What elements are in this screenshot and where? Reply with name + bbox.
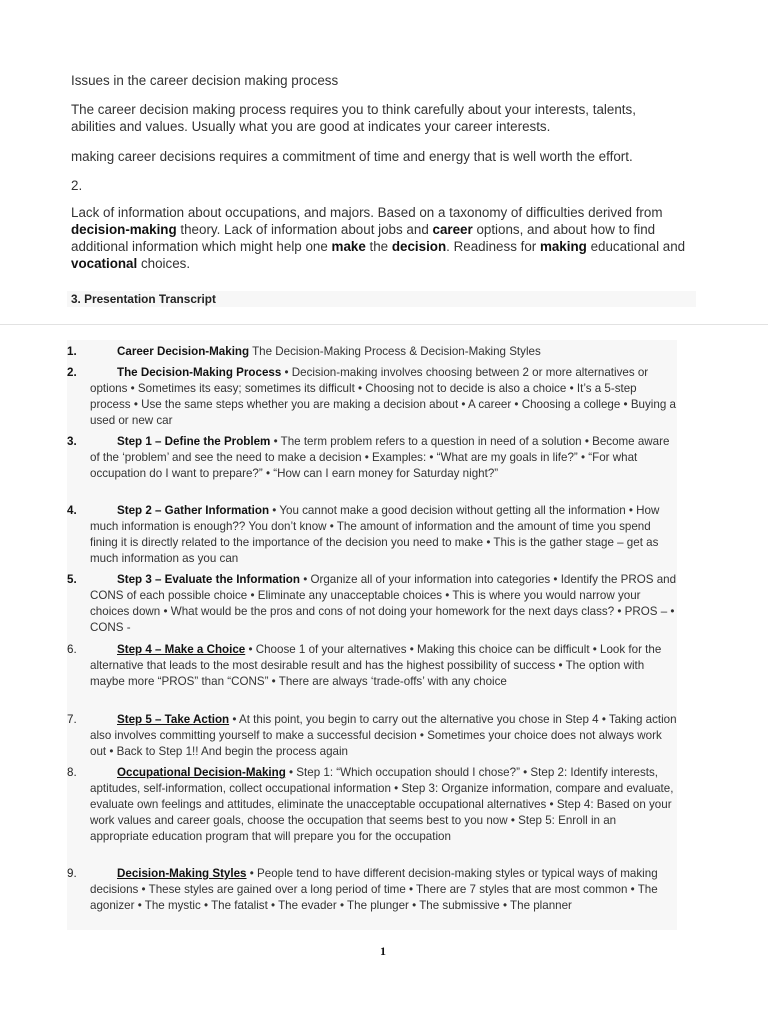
transcript-list xyxy=(67,340,677,930)
item-heading: Career Decision-Making xyxy=(117,345,250,358)
intro-paragraph-4 xyxy=(71,204,691,272)
p4-text: . Readiness for xyxy=(446,239,540,254)
item-body xyxy=(90,642,677,690)
section-heading: 3. Presentation Transcript xyxy=(67,291,696,307)
item-text: • Organize all of your information into categories • Identify the PROS and CONS of each possible choice • Eliminate any unacceptable choices • This is where you would narrow your choices down • What would be the pros and cons of not doing your homework for the next days class? • PROS – • CONS - xyxy=(90,573,677,634)
item-number: 9. xyxy=(67,867,77,880)
list-item xyxy=(67,642,677,690)
list-item xyxy=(67,712,677,760)
list-item xyxy=(67,866,677,914)
item-heading: Step 2 – Gather Information xyxy=(117,504,270,517)
p4-text: choices. xyxy=(137,256,191,271)
p4-text: educational and xyxy=(586,239,686,254)
item-text: • Choose 1 of your alternatives • Making this choice can be difficult • Look for the alternative that leads to the most desirable result and has the highest possibility of success • The option with maybe more “PROS” than “CONS” • There are always ‘trade-offs’ with any choice xyxy=(90,643,662,688)
p4-bold-term: make xyxy=(331,239,366,254)
item-number: 3. xyxy=(67,435,77,448)
item-number: 5. xyxy=(67,573,77,586)
intro-paragraph-1: The career decision making process requires you to think carefully about your interests, talents, abilities and values. Usually what you are good at indicates your career interests. xyxy=(71,102,636,134)
item-number: 8. xyxy=(67,766,77,779)
list-item xyxy=(67,434,677,482)
item-heading: Decision-Making Styles xyxy=(117,867,247,880)
p4-bold-term: making xyxy=(539,239,587,254)
intro-paragraph-3: 2. xyxy=(71,178,83,193)
item-text: • You cannot make a good decision without getting all the information • How much information is enough?? You don’t know • The amount of information and the amount of time you spend fining it is directly related to the importance of the decision you need to make • This is the gather stage – get as much information as you can xyxy=(90,504,660,565)
item-body xyxy=(90,434,677,482)
item-text: • Step 1: “Which occupation should I chose?” • Step 2: Identify interests, aptitudes, self-information, collect occupational information • Step 3: Organize information, compare and evaluate, evaluate own feelings and attitudes, eliminate the unacceptable occupational alternatives • Step 4: Based on your work values and career goals, choose the occupation that seems best to you now • Step 5: Enroll in an appropriate education program that will prepare you for the occupation xyxy=(90,766,674,843)
item-body xyxy=(90,365,677,429)
item-text: • People tend to have different decision-making styles or typical ways of making decisions • These styles are gained over a long period of time • There are 7 styles that are most common • The agonizer • The mystic • The fatalist • The evader • The plunger • The submissive • The planner xyxy=(90,867,658,912)
item-number: 2. xyxy=(67,366,77,379)
item-body xyxy=(90,503,677,567)
item-body xyxy=(90,572,677,636)
intro-title: Issues in the career decision making process xyxy=(71,73,339,88)
item-number: 4. xyxy=(67,504,77,517)
p4-bold-term: decision xyxy=(391,239,447,254)
item-number: 6. xyxy=(67,643,77,656)
item-body xyxy=(90,712,677,760)
item-body xyxy=(90,866,677,914)
item-text: The Decision-Making Process & Decision-Making Styles xyxy=(249,345,541,358)
p4-bold-term: career xyxy=(432,222,473,237)
p4-text: the xyxy=(365,239,392,254)
p4-bold-term: vocational xyxy=(71,256,138,271)
item-number: 1. xyxy=(67,345,77,358)
list-item xyxy=(67,503,677,567)
item-text: • The term problem refers to a question in need of a solution • Become aware of the ‘problem’ and see the need to make a decision • Examples: • “What are my goals in life?” • “For what occupation do I want to prepare?” • “How can I earn money for Saturday night?” xyxy=(90,435,670,480)
item-number: 7. xyxy=(67,713,77,726)
list-item xyxy=(67,344,677,360)
list-item xyxy=(67,572,677,636)
p4-text: Lack of information about occupations, and majors. Based on a taxonomy of difficulties derived from xyxy=(71,205,663,220)
item-heading: Step 4 – Make a Choice xyxy=(117,643,246,656)
p4-bold-term: decision-making xyxy=(71,222,177,237)
page-number: 1 xyxy=(380,944,386,958)
item-heading: Step 1 – Define the Problem xyxy=(117,435,271,448)
list-item xyxy=(67,765,677,845)
item-text: • Decision-making involves choosing between 2 or more alternatives or options • Sometimes its easy; sometimes its difficult • Choosing not to decide is also a choice • It’s a 5-step process • Use the same steps whether you are making a decision about • A career • Choosing a college • Buying a used or new car xyxy=(90,366,676,427)
item-body xyxy=(90,765,677,845)
item-heading: Occupational Decision-Making xyxy=(117,766,286,779)
item-heading: The Decision-Making Process xyxy=(117,366,282,379)
p4-text: options, and about how to find additional information which might help one xyxy=(71,222,656,254)
item-heading: Step 3 – Evaluate the Information xyxy=(117,573,300,586)
list-item xyxy=(67,365,677,429)
p4-text: theory. Lack of information about jobs and xyxy=(176,222,433,237)
intro-paragraph-2: making career decisions requires a commitment of time and energy that is well worth the effort. xyxy=(71,149,633,164)
item-text: • At this point, you begin to carry out the alternative you chose in Step 4 • Taking action also involves committing yourself to make a successful decision • Sometimes your choice does not always work out • Back to Step 1!! And begin the process again xyxy=(90,713,677,758)
divider xyxy=(0,324,768,325)
item-heading: Step 5 – Take Action xyxy=(117,713,230,726)
item-body xyxy=(90,344,677,360)
